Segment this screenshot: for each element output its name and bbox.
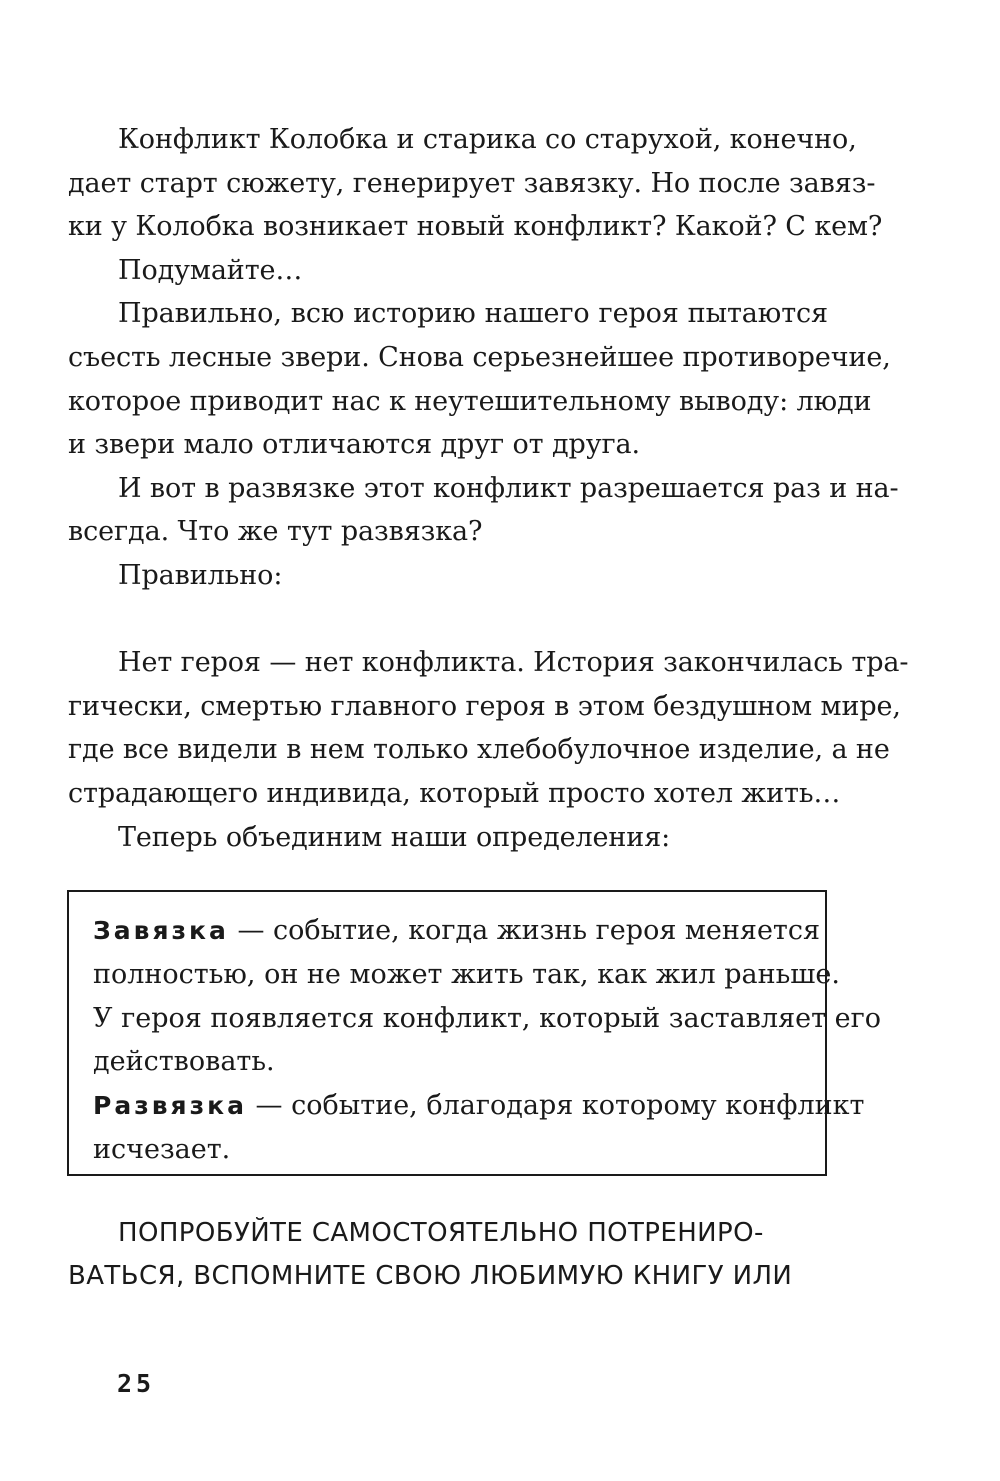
paragraph-line: Теперь объединим наши определения: [118,821,671,853]
definition-line: исчезает. [93,1133,231,1165]
quote-line [68,598,828,642]
definition-text: — событие, когда жизнь героя меняется [228,915,821,946]
paragraph-line: которое приводит нас к неутешительному выводу: люди [68,385,872,417]
paragraph-line: ки у Колобка возникает новый конфликт? Какой? С кем? [68,211,883,243]
definition-line: полностью, он не может жить так, как жил раньше. [93,958,840,990]
definition-text: — событие, благодаря которому конфликт [246,1090,865,1122]
paragraph-line: гически, смертью главного героя в этом бездушном мире, [68,690,901,722]
paragraph-line: и звери мало отличаются друг от друга. [68,429,641,461]
definition-line [93,1084,865,1128]
definition-line: действовать. [93,1046,275,1078]
paragraph-line: съесть лесные звери. Снова серьезнейшее противоречие, [68,341,891,373]
exercise-line: ПОПРОБУЙТЕ САМОСТОЯТЕЛЬНО ПОТРЕНИРО- [118,1218,764,1248]
paragraph-line: И вот в развязке этот конфликт разрешается раз и на- [118,472,899,504]
paragraph-line: Правильно, всю историю нашего героя пытаются [118,298,828,330]
definition-line [93,909,821,953]
exercise-line: ВАТЬСЯ, ВСПОМНИТЕ СВОЮ ЛЮБИМУЮ КНИГУ ИЛИ [68,1261,793,1291]
paragraph-line: Правильно: [118,559,283,591]
definition-term-razvyazka: Развязка [93,1091,247,1121]
paragraph-line: Нет героя — нет конфликта. История закончилась тра- [118,647,909,679]
definition-box [67,890,881,1176]
paragraph-line: всегда. Что же тут развязка? [68,516,483,548]
paragraph-line: страдающего индивида, который просто хотел жить… [68,777,841,809]
page-number: 25 [117,1369,156,1398]
paragraph-line: дает старт сюжету, генерирует завязку. Но после завяз- [68,167,876,199]
definition-line: У героя появляется конфликт, который заставляет его [93,1002,881,1034]
exercise-heading [68,1212,828,1298]
definition-term-zavyazka: Завязка [93,916,229,945]
body-text [68,118,909,859]
paragraph-line: где все видели в нем только хлебобулочное изделие, а не [68,734,890,766]
paragraph-line: Подумайте… [118,254,303,286]
paragraph-line: Конфликт Колобка и старика со старухой, конечно, [118,124,857,155]
